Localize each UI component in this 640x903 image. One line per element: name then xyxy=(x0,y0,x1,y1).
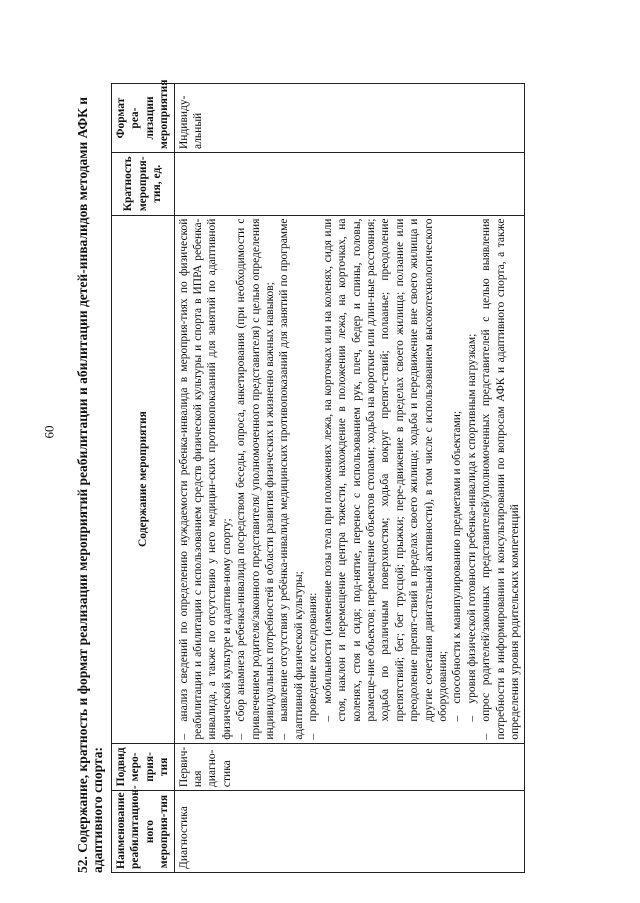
item-text: уровня физической готовности ребенка-инвалида к спортивным нагрузкам; xyxy=(465,333,478,704)
item-dash: – xyxy=(451,715,464,722)
content-item xyxy=(234,219,277,740)
item-text: сбор анамнеза ребенка-инвалида посредством беседы, опроса, анкетирования (при необходимости с привлечением родителя/законного представителя/ уполномоченного представителя) с целью определения индивидуальных потребностей в области развития физических и жизненно важных навыков; xyxy=(235,218,277,740)
rotated-document xyxy=(75,79,640,873)
item-dash: – xyxy=(278,733,291,740)
item-text: проведение исследования: xyxy=(307,592,320,722)
header-content: Содержание мероприятия xyxy=(112,215,175,743)
table-row xyxy=(174,84,525,873)
item-dash: – xyxy=(321,715,334,722)
item-dash: – xyxy=(465,715,478,722)
content-item xyxy=(321,219,451,740)
header-frequency: Кратность мероприя-тия, ед. xyxy=(112,153,175,216)
cell-frequency xyxy=(174,153,525,216)
content-item xyxy=(277,219,306,740)
table-header-row xyxy=(112,84,175,873)
cell-content xyxy=(174,215,525,743)
item-dash: – xyxy=(235,733,248,740)
item-text: выявление отсутствия у ребёнка-инвалида медицинских противопоказаний для занятий по программе адаптивной физической культуры; xyxy=(278,218,305,740)
content-item xyxy=(479,219,522,740)
measures-table xyxy=(111,79,525,873)
header-format: Формат реа-лизации мероприятия xyxy=(112,84,175,153)
content-item xyxy=(177,219,235,740)
cell-subtype: Первич-ная диагно-стика xyxy=(174,743,525,790)
item-text: опрос родителей/законных представителей/уполномоченных представителей с целью выявления потребности в информировании и консультировании по вопросам АФК и адаптивного спорта, а также определения уровня родительских компетенций xyxy=(480,218,521,740)
content-item xyxy=(450,219,464,740)
cell-name: Диагностика xyxy=(174,791,525,873)
cell-format: Индивиду-альный xyxy=(174,84,525,153)
item-text: способности к манипулированию предметами и объектами; xyxy=(451,410,464,704)
page-number: 60 xyxy=(41,425,57,439)
content-item xyxy=(306,219,320,740)
item-dash: – xyxy=(307,733,320,740)
header-name: Наименование реабилитацион-ного мероприя-тия xyxy=(112,791,175,873)
item-text: анализ сведений по определению нуждаемости ребенка-инвалида в мероприя-тиях по физической реабилитации и абилитации с использованием средств физической культуры и спорта в ИПРА ребенка-инвалида, а также по отсутствию у него медицин-ских противопоказаний для занятий по адаптивной физической культуре и адаптив-ному спорту; xyxy=(177,218,233,740)
item-text: мобильности (изменение позы тела при положениях лежа, на корточках или на коленях, сидя или стоя, наклон и перемещение центра тяжести, нахождение в положении лежа, на корточках, на коленях, стоя и сидя; под-нятие, перенос с использованием рук, плеч, бедер и спины, головы, размеще-ние объектов; перемещение объектов стопами; ходьба на короткие или длин-ные расстояния; ходьба по различным поверхностям; ходьба вокруг препят-ствий; полаанье; преодоление препятствий; бег; бег трусцой; прыжки; пере-движение в пределах своего жилища; ползание или преодоление препят-ствий в пределах своего жилища; ходьба и передвижение вне своего жилища и другие сочетания двигательной активности), в том числе с использованием высокотехнологического оборудования; xyxy=(321,218,449,722)
item-dash: – xyxy=(177,733,190,740)
header-subtype: Подвид меро-прия-тия xyxy=(112,743,175,790)
item-dash: – xyxy=(480,733,493,740)
section-heading: 52. Содержание, кратность и формат реализации мероприятий реабилитации и абилитации детей-инвалидов методами АФК и адаптивного спорта: xyxy=(75,96,105,873)
content-item xyxy=(465,219,479,740)
